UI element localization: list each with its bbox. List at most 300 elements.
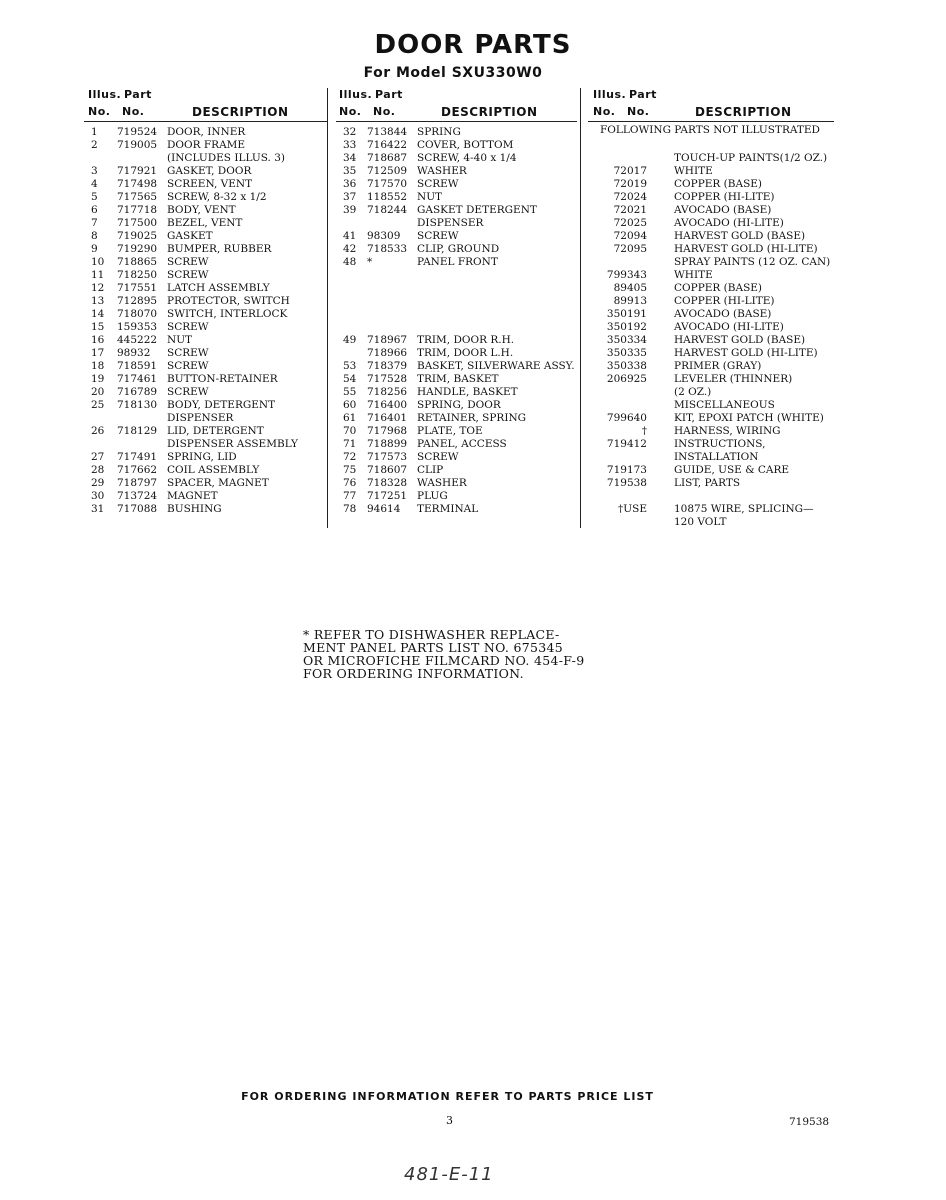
part-no: 799640 — [606, 412, 647, 424]
table-row — [91, 295, 326, 308]
illus-header: Illus. — [593, 88, 627, 101]
part-description: BUSHING — [167, 503, 222, 515]
part-description: CLIP — [417, 464, 444, 476]
part-description: TRIM, BASKET — [417, 373, 499, 385]
table-row — [582, 490, 830, 503]
part-description: HARVEST GOLD (BASE) — [674, 334, 806, 346]
illus-no: 70 — [343, 425, 357, 437]
table-row — [91, 425, 326, 438]
part-no: 118552 — [367, 191, 408, 203]
part-no: 717968 — [367, 425, 408, 437]
description-header: DESCRIPTION — [695, 105, 792, 119]
table-row — [91, 334, 326, 347]
table-row — [91, 178, 326, 191]
header-rule-3 — [588, 121, 834, 122]
part-no: 98932 — [117, 347, 151, 359]
illus-no: 11 — [91, 269, 105, 281]
table-row — [91, 438, 326, 451]
part-description: NUT — [417, 191, 443, 203]
part-description: HANDLE, BASKET — [417, 386, 518, 398]
part-no: 72024 — [613, 191, 647, 203]
table-row — [582, 178, 830, 191]
part-description: (2 OZ.) — [674, 386, 712, 398]
part-no: 72094 — [613, 230, 647, 242]
part-description: WHITE — [674, 269, 713, 281]
part-description: SCREW, 8-32 x 1/2 — [167, 191, 267, 203]
illus-no: 6 — [91, 204, 98, 216]
illus-no: 30 — [91, 490, 105, 502]
table-row — [91, 464, 326, 477]
part-description: COPPER (BASE) — [674, 178, 763, 190]
illus-no: 3 — [91, 165, 98, 177]
part-no: 72019 — [613, 178, 647, 190]
part-description: GASKET DETERGENT — [417, 204, 537, 216]
illus-no: 2 — [91, 139, 98, 151]
part-description: BODY, DETERGENT — [167, 399, 276, 411]
part-description: AVOCADO (HI-LITE) — [674, 217, 784, 229]
part-no: 718607 — [367, 464, 408, 476]
table-row — [343, 165, 578, 178]
table-row — [91, 451, 326, 464]
part-description: PLATE, TOE — [417, 425, 483, 437]
table-row — [343, 152, 578, 165]
part-no: †USE — [618, 503, 647, 515]
part-description: PANEL, ACCESS — [417, 438, 507, 450]
illus-no: 77 — [343, 490, 357, 502]
part-no: 350338 — [606, 360, 647, 372]
illus-no: 19 — [91, 373, 105, 385]
table-row — [91, 139, 326, 152]
part-no: 94614 — [367, 503, 401, 515]
table-row — [91, 204, 326, 217]
part-description: SWITCH, INTERLOCK — [167, 308, 288, 320]
table-row — [91, 477, 326, 490]
part-description: SPRING, LID — [167, 451, 237, 463]
illus-no: 5 — [91, 191, 98, 203]
part-description: NUT — [167, 334, 193, 346]
part-description: DOOR FRAME — [167, 139, 246, 151]
table-row — [343, 243, 578, 256]
table-row — [91, 282, 326, 295]
part-description: PRIMER (GRAY) — [674, 360, 762, 372]
part-no: 718070 — [117, 308, 158, 320]
part-description: SCREW, 4-40 x 1/4 — [417, 152, 517, 164]
part-description: COVER, BOTTOM — [417, 139, 514, 151]
part-description: 120 VOLT — [674, 516, 727, 528]
part-no: 719173 — [606, 464, 647, 476]
note-line: OR MICROFICHE FILMCARD NO. 454-F-9 — [303, 653, 585, 668]
description-header: DESCRIPTION — [441, 105, 538, 119]
table-row — [343, 191, 578, 204]
part-no: 719538 — [606, 477, 647, 489]
part-description: INSTRUCTIONS, — [674, 438, 766, 450]
illus-no: 18 — [91, 360, 105, 372]
table-row — [343, 360, 578, 373]
illus-no: 17 — [91, 347, 105, 359]
illus-no: 29 — [91, 477, 105, 489]
table-row — [582, 256, 830, 269]
part-no: 719290 — [117, 243, 158, 255]
table-row — [582, 269, 830, 282]
part-no-header: No. — [373, 105, 396, 118]
part-no: 718256 — [367, 386, 408, 398]
part-description: SCREW — [167, 386, 209, 398]
illus-no: 16 — [91, 334, 105, 346]
illus-no: 78 — [343, 503, 357, 515]
illus-no-header: No. — [88, 105, 111, 118]
part-description: GUIDE, USE & CARE — [674, 464, 790, 476]
part-no: 718966 — [367, 347, 408, 359]
table-row — [91, 217, 326, 230]
part-no-header: No. — [122, 105, 145, 118]
illus-no-header: No. — [593, 105, 616, 118]
document-number: 719538 — [789, 1116, 830, 1128]
part-description: SPRING, DOOR — [417, 399, 501, 411]
table-row — [582, 464, 830, 477]
part-no: 89913 — [613, 295, 647, 307]
table-row — [91, 386, 326, 399]
illus-no: 49 — [343, 334, 357, 346]
part-no: 712895 — [117, 295, 158, 307]
part-no: 445222 — [117, 334, 158, 346]
part-description: CLIP, GROUND — [417, 243, 500, 255]
header-rule-2 — [336, 121, 577, 122]
part-no: 718328 — [367, 477, 408, 489]
part-description: SPRAY PAINTS (12 OZ. CAN) — [674, 256, 831, 268]
part-description: HARNESS, WIRING — [674, 425, 781, 437]
table-row — [582, 217, 830, 230]
part-no: 718533 — [367, 243, 408, 255]
part-no: 717570 — [367, 178, 408, 190]
part-description: RETAINER, SPRING — [417, 412, 527, 424]
part-description: PROTECTOR, SWITCH — [167, 295, 290, 307]
illus-no: 72 — [343, 451, 357, 463]
part-no: 717251 — [367, 490, 408, 502]
part-no: 718687 — [367, 152, 408, 164]
table-row — [91, 243, 326, 256]
part-description: LIST, PARTS — [674, 477, 741, 489]
table-row — [582, 321, 830, 334]
illus-no: 33 — [343, 139, 357, 151]
illus-header: Illus. — [339, 88, 373, 101]
illus-no: 35 — [343, 165, 357, 177]
table-row — [343, 412, 578, 425]
part-description: BASKET, SILVERWARE ASSY. — [417, 360, 575, 372]
table-row — [343, 178, 578, 191]
illus-no: 36 — [343, 178, 357, 190]
part-no: 718379 — [367, 360, 408, 372]
part-no-header: No. — [627, 105, 650, 118]
table-row — [91, 308, 326, 321]
part-no: 206925 — [606, 373, 647, 385]
table-row — [91, 230, 326, 243]
part-description: WHITE — [674, 165, 713, 177]
part-description: SCREW — [417, 451, 459, 463]
part-description: SCREW — [417, 230, 459, 242]
illus-no: 4 — [91, 178, 98, 190]
part-no: 89405 — [613, 282, 647, 294]
part-header: Part — [629, 88, 657, 101]
part-description: TRIM, DOOR R.H. — [417, 334, 515, 346]
part-description: COPPER (BASE) — [674, 282, 763, 294]
parts-list-column-2 — [343, 126, 578, 516]
part-description: MAGNET — [167, 490, 218, 502]
replacement-panel-note — [303, 628, 593, 680]
table-row — [343, 347, 578, 360]
table-row — [582, 386, 830, 399]
part-no: 717662 — [117, 464, 158, 476]
table-row — [582, 399, 830, 412]
illus-no: 1 — [91, 126, 98, 138]
parts-list-column-1 — [91, 126, 326, 516]
illus-no: 37 — [343, 191, 357, 203]
table-row — [582, 373, 830, 386]
part-description: SCREEN, VENT — [167, 178, 253, 190]
part-description: WASHER — [417, 165, 467, 177]
table-row — [91, 256, 326, 269]
illus-header: Illus. — [88, 88, 122, 101]
illus-no: 42 — [343, 243, 357, 255]
table-row — [91, 490, 326, 503]
table-row — [343, 373, 578, 386]
table-row — [343, 308, 578, 321]
part-description: MISCELLANEOUS — [674, 399, 775, 411]
part-description: BUMPER, RUBBER — [167, 243, 272, 255]
part-no: 717551 — [117, 282, 158, 294]
table-row — [582, 347, 830, 360]
table-row — [582, 152, 830, 165]
part-description: SCREW — [167, 269, 209, 281]
part-description: KIT, EPOXI PATCH (WHITE) — [674, 412, 824, 424]
table-row — [343, 269, 578, 282]
table-row — [582, 230, 830, 243]
table-row — [343, 321, 578, 334]
part-no: 350335 — [606, 347, 647, 359]
part-description: INSTALLATION — [674, 451, 759, 463]
part-no: 717718 — [117, 204, 158, 216]
table-row — [582, 503, 830, 516]
part-no: 72095 — [613, 243, 647, 255]
table-row — [582, 191, 830, 204]
illus-no: 14 — [91, 308, 105, 320]
illus-no: 53 — [343, 360, 357, 372]
table-row — [343, 295, 578, 308]
part-no: 717528 — [367, 373, 408, 385]
table-row — [582, 295, 830, 308]
illus-no: 26 — [91, 425, 105, 437]
illus-no: 41 — [343, 230, 357, 242]
header-rule-1 — [84, 121, 327, 122]
part-description: BEZEL, VENT — [167, 217, 243, 229]
illus-no: 20 — [91, 386, 105, 398]
part-no: 98309 — [367, 230, 401, 242]
table-row — [91, 360, 326, 373]
part-no: 718250 — [117, 269, 158, 281]
part-no: 712509 — [367, 165, 408, 177]
part-description: GASKET — [167, 230, 213, 242]
part-header: Part — [124, 88, 152, 101]
part-description: (INCLUDES ILLUS. 3) — [167, 152, 285, 164]
page-number: 3 — [446, 1114, 453, 1127]
part-no: 719025 — [117, 230, 158, 242]
part-no: 717498 — [117, 178, 158, 190]
part-description: PLUG — [417, 490, 448, 502]
table-row — [343, 256, 578, 269]
part-description: SCREW — [167, 256, 209, 268]
part-description: SCREW — [167, 360, 209, 372]
illus-no-header: No. — [339, 105, 362, 118]
part-no: 717565 — [117, 191, 158, 203]
part-description: DISPENSER ASSEMBLY — [167, 438, 298, 450]
table-row — [582, 243, 830, 256]
part-no: 717491 — [117, 451, 158, 463]
illus-no: 54 — [343, 373, 357, 385]
table-row — [582, 334, 830, 347]
part-no: 716401 — [367, 412, 408, 424]
table-row — [582, 425, 830, 438]
column-divider-1 — [327, 88, 328, 528]
table-row — [582, 308, 830, 321]
part-description: BODY, VENT — [167, 204, 236, 216]
part-no: 718797 — [117, 477, 158, 489]
illus-no: 48 — [343, 256, 357, 268]
part-description: SCREW — [417, 178, 459, 190]
part-description: 10875 WIRE, SPLICING— — [674, 503, 814, 515]
table-row — [91, 165, 326, 178]
table-row — [343, 126, 578, 139]
part-description: PANEL FRONT — [417, 256, 498, 268]
part-description: SCREW — [167, 321, 209, 333]
note-line: * REFER TO DISHWASHER REPLACE- — [303, 627, 560, 642]
illus-no: 71 — [343, 438, 357, 450]
part-description: TOUCH-UP PAINTS(1/2 OZ.) — [674, 152, 828, 164]
illus-no: 12 — [91, 282, 105, 294]
table-row — [343, 399, 578, 412]
table-row — [343, 230, 578, 243]
part-no: 716789 — [117, 386, 158, 398]
table-row — [343, 334, 578, 347]
part-no: 159353 — [117, 321, 158, 333]
parts-list-column-3 — [582, 139, 830, 529]
part-no: 72025 — [613, 217, 647, 229]
illus-no: 55 — [343, 386, 357, 398]
illus-no: 28 — [91, 464, 105, 476]
illus-no: 34 — [343, 152, 357, 164]
part-no: 718591 — [117, 360, 158, 372]
note-line: MENT PANEL PARTS LIST NO. 675345 — [303, 640, 563, 655]
part-no: 718130 — [117, 399, 158, 411]
table-row — [582, 451, 830, 464]
table-row — [343, 490, 578, 503]
part-no: 717500 — [117, 217, 158, 229]
part-header: Part — [375, 88, 403, 101]
illus-no: 31 — [91, 503, 105, 515]
part-description: LEVELER (THINNER) — [674, 373, 793, 385]
table-row — [91, 412, 326, 425]
table-row — [343, 386, 578, 399]
part-no: † — [641, 425, 647, 437]
ordering-footer: FOR ORDERING INFORMATION REFER TO PARTS PRICE LIST — [241, 1090, 654, 1103]
part-description: GASKET, DOOR — [167, 165, 252, 177]
table-row — [91, 399, 326, 412]
table-row — [582, 204, 830, 217]
table-row — [343, 464, 578, 477]
part-description: AVOCADO (HI-LITE) — [674, 321, 784, 333]
table-row — [582, 516, 830, 529]
illus-no: 25 — [91, 399, 105, 411]
part-description: LATCH ASSEMBLY — [167, 282, 270, 294]
illus-no: 13 — [91, 295, 105, 307]
illus-no: 32 — [343, 126, 357, 138]
part-no: 717461 — [117, 373, 158, 385]
part-no: * — [367, 256, 373, 268]
part-no: 718967 — [367, 334, 408, 346]
part-description: SPRING — [417, 126, 461, 138]
table-row — [582, 360, 830, 373]
table-row — [582, 165, 830, 178]
part-description: COIL ASSEMBLY — [167, 464, 260, 476]
table-row — [582, 139, 830, 152]
table-row — [343, 204, 578, 217]
part-no: 72017 — [613, 165, 647, 177]
part-no: 72021 — [613, 204, 647, 216]
illus-no: 9 — [91, 243, 98, 255]
part-description: SCREW — [167, 347, 209, 359]
part-no: 718899 — [367, 438, 408, 450]
illus-no: 61 — [343, 412, 357, 424]
part-description: LID, DETERGENT — [167, 425, 264, 437]
part-no: 717573 — [367, 451, 408, 463]
part-description: COPPER (HI-LITE) — [674, 295, 775, 307]
part-no: 718244 — [367, 204, 408, 216]
part-description: AVOCADO (BASE) — [674, 204, 772, 216]
table-row — [343, 438, 578, 451]
part-description: WASHER — [417, 477, 467, 489]
table-row — [91, 126, 326, 139]
table-row — [91, 152, 326, 165]
model-subtitle: For Model SXU330W0 — [363, 65, 543, 81]
illus-no: 8 — [91, 230, 98, 242]
description-header: DESCRIPTION — [192, 105, 289, 119]
table-row — [582, 412, 830, 425]
part-description: AVOCADO (BASE) — [674, 308, 772, 320]
part-description: DISPENSER — [167, 412, 234, 424]
table-row — [343, 451, 578, 464]
part-description: COPPER (HI-LITE) — [674, 191, 775, 203]
table-row — [91, 503, 326, 516]
illus-no: 15 — [91, 321, 105, 333]
part-no: 719524 — [117, 126, 158, 138]
table-row — [343, 477, 578, 490]
illus-no: 27 — [91, 451, 105, 463]
table-row — [343, 217, 578, 230]
part-description: HARVEST GOLD (HI-LITE) — [674, 347, 818, 359]
part-no: 718129 — [117, 425, 158, 437]
illus-no: 76 — [343, 477, 357, 489]
note-line: FOR ORDERING INFORMATION. — [303, 666, 524, 681]
part-no: 350334 — [606, 334, 647, 346]
part-no: 350192 — [606, 321, 647, 333]
handwritten-code: 481-E-11 — [404, 1164, 494, 1185]
part-no: 719005 — [117, 139, 158, 151]
part-description: HARVEST GOLD (BASE) — [674, 230, 806, 242]
table-row — [91, 373, 326, 386]
part-description: DISPENSER — [417, 217, 484, 229]
illus-no: 10 — [91, 256, 105, 268]
part-no: 716400 — [367, 399, 408, 411]
part-no: 716422 — [367, 139, 408, 151]
part-description: HARVEST GOLD (HI-LITE) — [674, 243, 818, 255]
